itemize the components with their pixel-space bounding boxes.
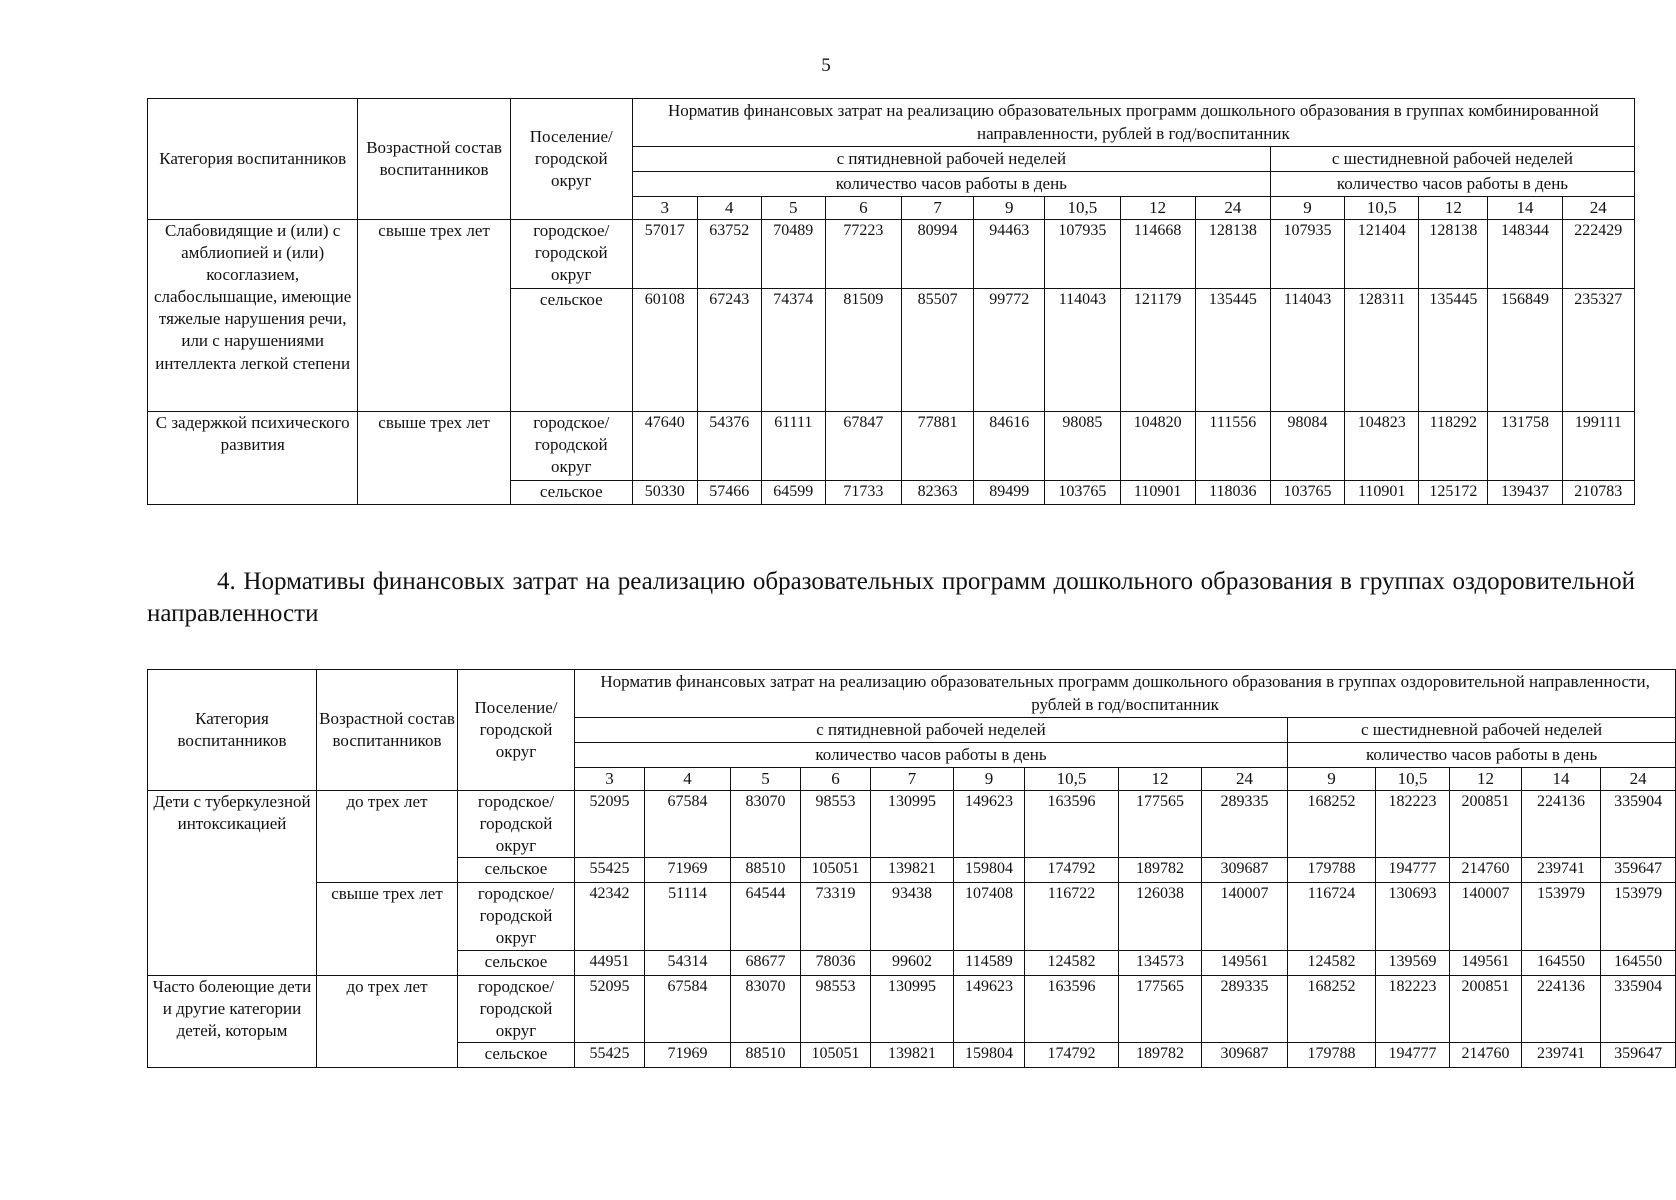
- value-cell: 107935: [1045, 220, 1120, 289]
- value-cell: 125172: [1419, 481, 1488, 505]
- header-hours-label: количество часов работы в день: [1288, 743, 1676, 768]
- value-cell: 54314: [645, 950, 731, 975]
- hours-column-header: 9: [1288, 768, 1376, 791]
- value-cell: 135445: [1195, 289, 1270, 412]
- value-cell: 103765: [1270, 481, 1344, 505]
- value-cell: 107408: [954, 883, 1025, 950]
- hours-column-header: 9: [974, 197, 1045, 220]
- value-cell: 177565: [1119, 791, 1202, 858]
- header-category: Категория воспитанников: [148, 99, 358, 220]
- value-cell: 107935: [1270, 220, 1344, 289]
- hours-column-header: 10,5: [1045, 197, 1120, 220]
- value-cell: 82363: [902, 481, 974, 505]
- value-cell: 83070: [731, 791, 801, 858]
- value-cell: 94463: [974, 220, 1045, 289]
- value-cell: 63752: [697, 220, 761, 289]
- value-cell: 174792: [1025, 858, 1119, 883]
- value-cell: 57017: [632, 220, 697, 289]
- value-cell: 139821: [871, 1042, 954, 1067]
- value-cell: 105051: [801, 1042, 871, 1067]
- value-cell: 153979: [1522, 883, 1601, 950]
- hours-column-header: 9: [954, 768, 1025, 791]
- value-cell: 51114: [645, 883, 731, 950]
- age-cell: до трех лет: [317, 791, 458, 883]
- table-health-groups: [147, 669, 1676, 1068]
- header-hours-label: количество часов работы в день: [575, 743, 1288, 768]
- value-cell: 67847: [825, 412, 901, 481]
- value-cell: 130995: [871, 791, 954, 858]
- value-cell: 118036: [1195, 481, 1270, 505]
- hours-column-header: 7: [902, 197, 974, 220]
- value-cell: 105051: [801, 858, 871, 883]
- category-cell: Часто болеющие дети и другие категории детей, которым: [148, 975, 317, 1067]
- value-cell: 57466: [697, 481, 761, 505]
- header-age: Возрастной состав воспитанников: [358, 99, 510, 220]
- value-cell: 179788: [1288, 1042, 1376, 1067]
- value-cell: 116724: [1288, 883, 1376, 950]
- table-row: [148, 975, 1676, 1042]
- value-cell: 80994: [902, 220, 974, 289]
- hours-column-header: 6: [801, 768, 871, 791]
- value-cell: 135445: [1419, 289, 1488, 412]
- value-cell: 359647: [1601, 858, 1676, 883]
- value-cell: 77881: [902, 412, 974, 481]
- value-cell: 104823: [1345, 412, 1419, 481]
- value-cell: 139437: [1488, 481, 1562, 505]
- value-cell: 140007: [1202, 883, 1288, 950]
- value-cell: 67243: [697, 289, 761, 412]
- value-cell: 174792: [1025, 1042, 1119, 1067]
- value-cell: 128138: [1419, 220, 1488, 289]
- header-normative: Норматив финансовых затрат на реализацию образовательных программ дошкольного образования в группах оздоровительной направленности, рублей в год/воспитанник: [575, 670, 1676, 718]
- value-cell: 309687: [1202, 858, 1288, 883]
- value-cell: 67584: [645, 791, 731, 858]
- value-cell: 110901: [1345, 481, 1419, 505]
- header-hours-label: количество часов работы в день: [632, 172, 1270, 197]
- value-cell: 104820: [1120, 412, 1195, 481]
- value-cell: 52095: [575, 975, 645, 1042]
- value-cell: 121179: [1120, 289, 1195, 412]
- value-cell: 83070: [731, 975, 801, 1042]
- category-cell: Дети с туберкулезной интоксикацией: [148, 791, 317, 976]
- hours-column-header: 3: [575, 768, 645, 791]
- table-row: [148, 412, 1635, 481]
- hours-column-header: 12: [1450, 768, 1522, 791]
- value-cell: 194777: [1376, 1042, 1450, 1067]
- settlement-cell: городское/ городской округ: [458, 883, 575, 950]
- hours-column-header: 9: [1270, 197, 1344, 220]
- value-cell: 309687: [1202, 1042, 1288, 1067]
- value-cell: 335904: [1601, 791, 1676, 858]
- value-cell: 222429: [1562, 220, 1634, 289]
- settlement-cell: городское/ городской округ: [458, 975, 575, 1042]
- value-cell: 103765: [1045, 481, 1120, 505]
- value-cell: 118292: [1419, 412, 1488, 481]
- value-cell: 179788: [1288, 858, 1376, 883]
- hours-column-header: 24: [1601, 768, 1676, 791]
- settlement-cell: городское/ городской округ: [458, 791, 575, 858]
- value-cell: 199111: [1562, 412, 1634, 481]
- value-cell: 224136: [1522, 975, 1601, 1042]
- hours-column-header: 4: [645, 768, 731, 791]
- header-settlement: Поселение/ городской округ: [510, 99, 632, 220]
- value-cell: 60108: [632, 289, 697, 412]
- value-cell: 149623: [954, 791, 1025, 858]
- settlement-cell: городское/ городской округ: [510, 220, 632, 289]
- header-hours-label: количество часов работы в день: [1270, 172, 1634, 197]
- value-cell: 140007: [1450, 883, 1522, 950]
- value-cell: 114043: [1270, 289, 1344, 412]
- value-cell: 149561: [1202, 950, 1288, 975]
- section-number: 4.: [217, 568, 236, 595]
- table-row: [148, 220, 1635, 289]
- header-normative: Норматив финансовых затрат на реализацию образовательных программ дошкольного образования в группах комбинированной направленности, рублей в год/воспитанник: [632, 99, 1634, 147]
- value-cell: 77223: [825, 220, 901, 289]
- value-cell: 189782: [1119, 858, 1202, 883]
- value-cell: 114589: [954, 950, 1025, 975]
- value-cell: 67584: [645, 975, 731, 1042]
- value-cell: 55425: [575, 858, 645, 883]
- value-cell: 85507: [902, 289, 974, 412]
- value-cell: 148344: [1488, 220, 1562, 289]
- value-cell: 99772: [974, 289, 1045, 412]
- value-cell: 121404: [1345, 220, 1419, 289]
- value-cell: 110901: [1120, 481, 1195, 505]
- value-cell: 128311: [1345, 289, 1419, 412]
- value-cell: 128138: [1195, 220, 1270, 289]
- value-cell: 44951: [575, 950, 645, 975]
- value-cell: 88510: [731, 858, 801, 883]
- value-cell: 124582: [1025, 950, 1119, 975]
- value-cell: 194777: [1376, 858, 1450, 883]
- page-number: 5: [821, 55, 831, 76]
- header-five-day-week: с пятидневной рабочей неделей: [632, 147, 1270, 172]
- value-cell: 164550: [1522, 950, 1601, 975]
- value-cell: 61111: [761, 412, 825, 481]
- header-six-day-week: с шестидневной рабочей неделей: [1288, 718, 1676, 743]
- settlement-cell: сельское: [458, 950, 575, 975]
- value-cell: 214760: [1450, 1042, 1522, 1067]
- value-cell: 189782: [1119, 1042, 1202, 1067]
- table-row: [148, 791, 1676, 858]
- value-cell: 163596: [1025, 791, 1119, 858]
- value-cell: 224136: [1522, 791, 1601, 858]
- hours-column-header: 12: [1419, 197, 1488, 220]
- value-cell: 200851: [1450, 975, 1522, 1042]
- value-cell: 64599: [761, 481, 825, 505]
- value-cell: 239741: [1522, 1042, 1601, 1067]
- value-cell: 81509: [825, 289, 901, 412]
- value-cell: 335904: [1601, 975, 1676, 1042]
- table-row: [148, 883, 1676, 950]
- value-cell: 88510: [731, 1042, 801, 1067]
- value-cell: 124582: [1288, 950, 1376, 975]
- value-cell: 239741: [1522, 858, 1601, 883]
- value-cell: 98553: [801, 791, 871, 858]
- hours-column-header: 10,5: [1025, 768, 1119, 791]
- value-cell: 55425: [575, 1042, 645, 1067]
- value-cell: 159804: [954, 858, 1025, 883]
- settlement-cell: сельское: [458, 858, 575, 883]
- hours-column-header: 14: [1488, 197, 1562, 220]
- hours-column-header: 10,5: [1345, 197, 1419, 220]
- value-cell: 52095: [575, 791, 645, 858]
- value-cell: 200851: [1450, 791, 1522, 858]
- hours-column-header: 24: [1202, 768, 1288, 791]
- value-cell: 182223: [1376, 791, 1450, 858]
- section-heading: [147, 566, 1635, 630]
- category-cell: Слабовидящие и (или) с амблиопией и (или) косоглазием, слабослышащие, имеющие тяжелые нарушения речи, или с нарушениями интеллекта легкой степени: [148, 220, 358, 412]
- value-cell: 235327: [1562, 289, 1634, 412]
- value-cell: 78036: [801, 950, 871, 975]
- value-cell: 116722: [1025, 883, 1119, 950]
- value-cell: 131758: [1488, 412, 1562, 481]
- value-cell: 47640: [632, 412, 697, 481]
- hours-column-header: 4: [697, 197, 761, 220]
- value-cell: 98084: [1270, 412, 1344, 481]
- value-cell: 93438: [871, 883, 954, 950]
- value-cell: 64544: [731, 883, 801, 950]
- age-cell: до трех лет: [317, 975, 458, 1067]
- value-cell: 89499: [974, 481, 1045, 505]
- table-combined-groups: [147, 98, 1635, 505]
- value-cell: 42342: [575, 883, 645, 950]
- value-cell: 163596: [1025, 975, 1119, 1042]
- hours-column-header: 14: [1522, 768, 1601, 791]
- value-cell: 289335: [1202, 791, 1288, 858]
- value-cell: 50330: [632, 481, 697, 505]
- value-cell: 71733: [825, 481, 901, 505]
- age-cell: свыше трех лет: [358, 220, 510, 412]
- header-age: Возрастной состав воспитанников: [317, 670, 458, 791]
- settlement-cell: сельское: [510, 289, 632, 412]
- value-cell: 214760: [1450, 858, 1522, 883]
- value-cell: 130995: [871, 975, 954, 1042]
- value-cell: 73319: [801, 883, 871, 950]
- header-category: Категория воспитанников: [148, 670, 317, 791]
- age-cell: свыше трех лет: [317, 883, 458, 975]
- value-cell: 114668: [1120, 220, 1195, 289]
- value-cell: 54376: [697, 412, 761, 481]
- value-cell: 159804: [954, 1042, 1025, 1067]
- value-cell: 139821: [871, 858, 954, 883]
- settlement-cell: сельское: [510, 481, 632, 505]
- settlement-cell: городское/ городской округ: [510, 412, 632, 481]
- age-cell: свыше трех лет: [358, 412, 510, 505]
- value-cell: 134573: [1119, 950, 1202, 975]
- value-cell: 68677: [731, 950, 801, 975]
- value-cell: 149623: [954, 975, 1025, 1042]
- value-cell: 139569: [1376, 950, 1450, 975]
- value-cell: 114043: [1045, 289, 1120, 412]
- value-cell: 168252: [1288, 975, 1376, 1042]
- value-cell: 71969: [645, 858, 731, 883]
- hours-column-header: 10,5: [1376, 768, 1450, 791]
- value-cell: 126038: [1119, 883, 1202, 950]
- value-cell: 99602: [871, 950, 954, 975]
- hours-column-header: 7: [871, 768, 954, 791]
- value-cell: 98085: [1045, 412, 1120, 481]
- value-cell: 210783: [1562, 481, 1634, 505]
- value-cell: 156849: [1488, 289, 1562, 412]
- hours-column-header: 5: [731, 768, 801, 791]
- category-cell: С задержкой психического развития: [148, 412, 358, 505]
- value-cell: 111556: [1195, 412, 1270, 481]
- value-cell: 164550: [1601, 950, 1676, 975]
- section-title: Нормативы финансовых затрат на реализацию образовательных программ дошкольного образования в группах оздоровительной направленности: [147, 568, 1635, 627]
- hours-column-header: 12: [1120, 197, 1195, 220]
- value-cell: 359647: [1601, 1042, 1676, 1067]
- value-cell: 177565: [1119, 975, 1202, 1042]
- value-cell: 182223: [1376, 975, 1450, 1042]
- value-cell: 74374: [761, 289, 825, 412]
- value-cell: 168252: [1288, 791, 1376, 858]
- hours-column-header: 6: [825, 197, 901, 220]
- value-cell: 71969: [645, 1042, 731, 1067]
- value-cell: 84616: [974, 412, 1045, 481]
- hours-column-header: 5: [761, 197, 825, 220]
- hours-column-header: 24: [1562, 197, 1634, 220]
- value-cell: 70489: [761, 220, 825, 289]
- value-cell: 153979: [1601, 883, 1676, 950]
- value-cell: 98553: [801, 975, 871, 1042]
- hours-column-header: 24: [1195, 197, 1270, 220]
- hours-column-header: 3: [632, 197, 697, 220]
- header-six-day-week: с шестидневной рабочей неделей: [1270, 147, 1634, 172]
- settlement-cell: сельское: [458, 1042, 575, 1067]
- header-five-day-week: с пятидневной рабочей неделей: [575, 718, 1288, 743]
- value-cell: 130693: [1376, 883, 1450, 950]
- value-cell: 289335: [1202, 975, 1288, 1042]
- header-settlement: Поселение/ городской округ: [458, 670, 575, 791]
- value-cell: 149561: [1450, 950, 1522, 975]
- hours-column-header: 12: [1119, 768, 1202, 791]
